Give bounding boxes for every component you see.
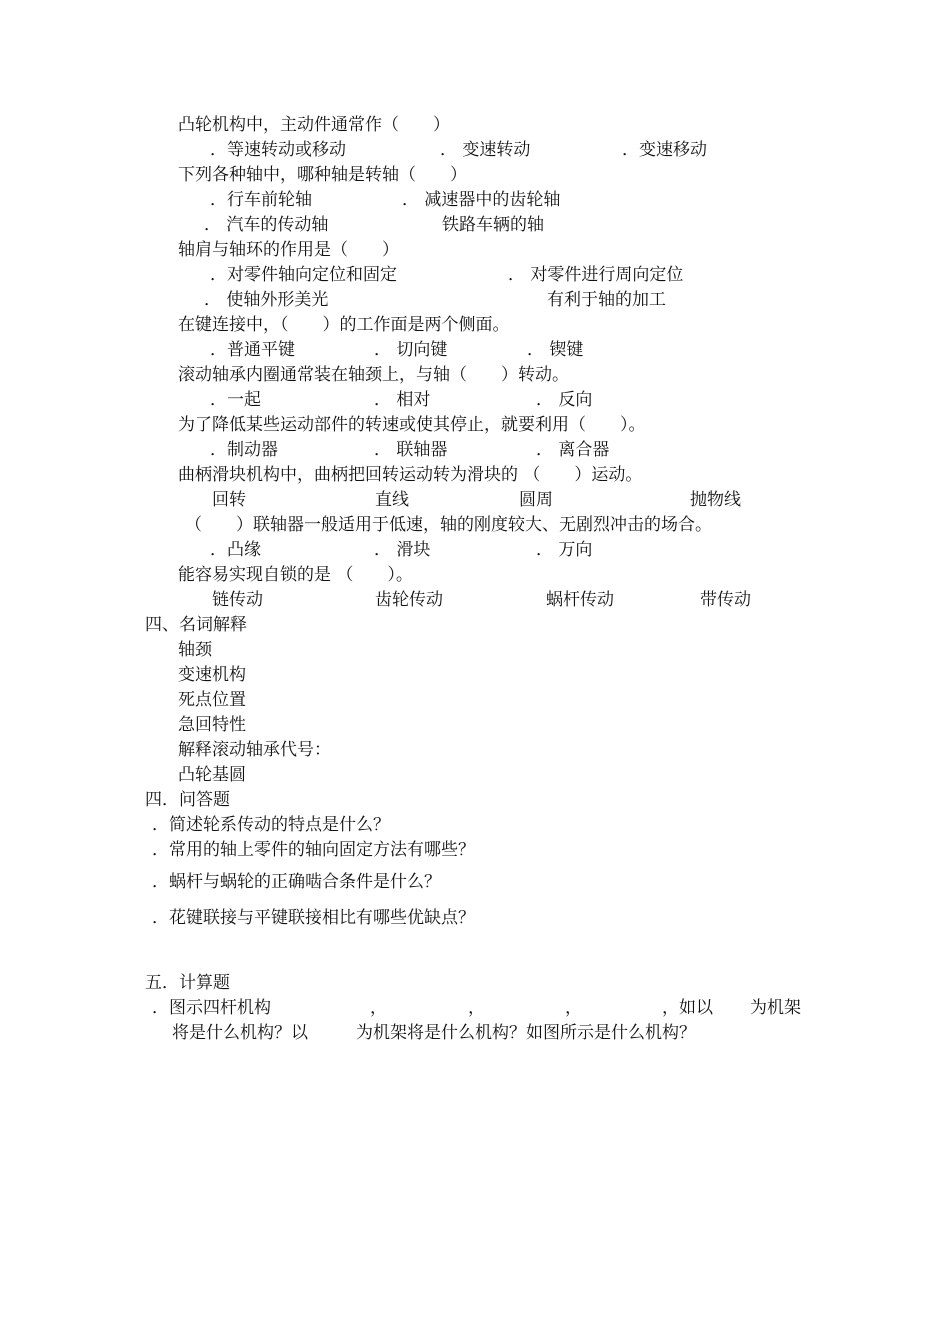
option-b: 直线	[375, 490, 409, 510]
option-c: 蜗杆传动	[546, 590, 614, 610]
option-b: ． 联轴器	[374, 440, 448, 460]
qa-item: ．花键联接与平键联接相比有哪些优缺点？	[152, 908, 475, 928]
option-c: ． 汽车的传动轴	[204, 215, 329, 235]
option-a: ．普通平键	[210, 340, 295, 360]
question-stem: 下列各种轴中，哪种轴是转轴（ ）	[178, 165, 467, 185]
option-d: 带传动	[700, 590, 751, 610]
question-stem: 轴肩与轴环的作用是（ ）	[178, 240, 399, 260]
option-c: ． 反向	[536, 390, 593, 410]
option-b: ． 变速转动	[440, 140, 531, 160]
option-a: ．一起	[210, 390, 261, 410]
question-stem: 曲柄滑块机构中，曲柄把回转运动转为滑块的 （ ）运动。	[178, 465, 643, 485]
option-a: 链传动	[212, 590, 263, 610]
option-d: 有利于轴的加工	[547, 290, 666, 310]
option-b: ． 减速器中的齿轮轴	[402, 190, 561, 210]
qa-item: ．常用的轴上零件的轴向固定方法有哪些？	[152, 840, 475, 860]
term-item: 死点位置	[178, 690, 246, 710]
question-stem: 为了降低某些运动部件的转速或使其停止，就要利用（ ）。	[178, 415, 646, 435]
option-b: ． 相对	[374, 390, 431, 410]
option-b: ． 对零件进行周向定位	[508, 265, 684, 285]
qa-item: ．蜗杆与蜗轮的正确啮合条件是什么？	[152, 872, 441, 892]
calc-q1-comma: ，	[370, 998, 387, 1018]
option-b: ． 滑块	[374, 540, 431, 560]
option-c: ． 使轴外形美光	[204, 290, 329, 310]
qa-item: ．简述轮系传动的特点是什么？	[152, 815, 390, 835]
question-stem: 在键连接中，（ ）的工作面是两个侧面。	[178, 315, 510, 335]
section-heading-calc: 五．计算题	[145, 973, 230, 993]
option-c: ． 离合器	[536, 440, 610, 460]
term-item: 解释滚动轴承代号：	[178, 740, 331, 760]
section-heading-qa: 四．问答题	[145, 790, 230, 810]
calc-q1-comma: ，	[565, 998, 582, 1018]
option-d: 铁路车辆的轴	[442, 215, 544, 235]
option-a: ．对零件轴向定位和固定	[210, 265, 397, 285]
calc-q1-comma: ，	[468, 998, 485, 1018]
option-c: ． 锲键	[527, 340, 584, 360]
option-a: ．制动器	[210, 440, 278, 460]
question-stem: （ ）联轴器一般适用于低速，轴的刚度较大、无剧烈冲击的场合。	[185, 515, 712, 535]
term-item: 轴颈	[178, 640, 212, 660]
section-heading-terms: 四、名词解释	[145, 615, 247, 635]
option-a: 回转	[212, 490, 246, 510]
option-a: ．等速转动或移动	[210, 140, 346, 160]
calc-q1-mid: ，如以	[662, 998, 713, 1018]
calc-q1-end: 为机架	[750, 998, 801, 1018]
calc-q1-line2-part1: 将是什么机构？以	[172, 1023, 308, 1043]
term-item: 凸轮基圆	[178, 765, 246, 785]
option-d: 抛物线	[690, 490, 741, 510]
option-a: ．凸缘	[210, 540, 261, 560]
option-b: ． 切向键	[374, 340, 448, 360]
calc-q1-line2-part2: 为机架将是什么机构？如图所示是什么机构？	[356, 1023, 696, 1043]
option-c: ．变速移动	[622, 140, 707, 160]
calc-q1-prefix: ．图示四杆机构	[152, 998, 271, 1018]
option-c: 圆周	[519, 490, 553, 510]
option-b: 齿轮传动	[375, 590, 443, 610]
term-item: 变速机构	[178, 665, 246, 685]
term-item: 急回特性	[178, 715, 246, 735]
option-c: ． 万向	[536, 540, 593, 560]
option-a: ．行车前轮轴	[210, 190, 312, 210]
question-stem: 凸轮机构中，主动件通常作（ ）	[178, 115, 450, 135]
question-stem: 能容易实现自锁的是 （ ）。	[178, 565, 413, 585]
question-stem: 滚动轴承内圈通常装在轴颈上，与轴（ ）转动。	[178, 365, 569, 385]
